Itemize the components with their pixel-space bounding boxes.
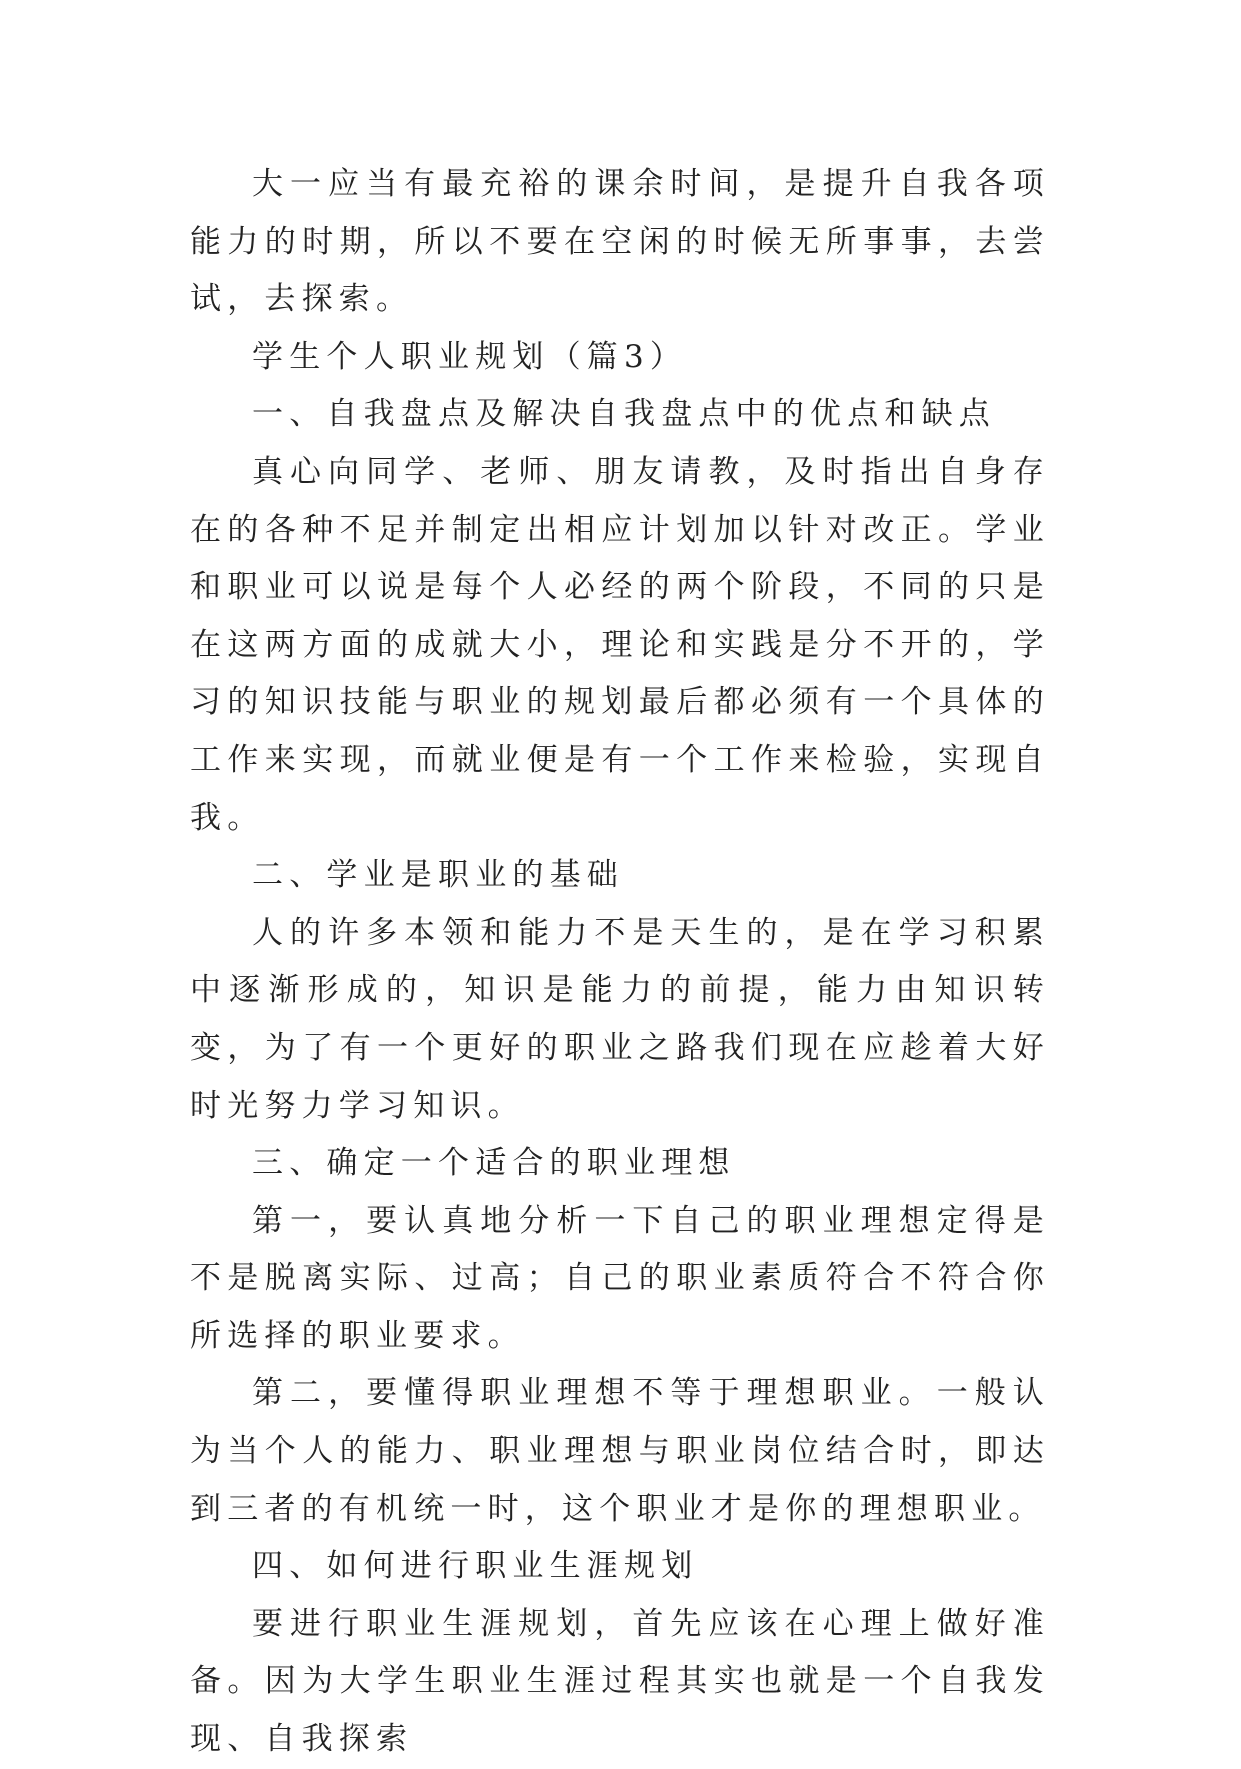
section-title: 学生个人职业规划（篇3） <box>252 338 688 375</box>
heading-career-planning: 四、如何进行职业生涯规划 <box>252 1548 699 1585</box>
paragraph-career-ideal-second: 第二，要懂得职业理想不等于理想职业。一般认为当个人的能力、职业理想与职业岗位结合时，即达到三者的有机统一时，这个职业才是你的理想职业。 <box>190 1375 1050 1527</box>
paragraph-career-planning: 要进行职业生涯规划，首先应该在心理上做好准备。因为大学生职业生涯过程其实也就是一个自我发现、自我探索 <box>190 1605 1050 1758</box>
heading-self-inventory: 一、自我盘点及解决自我盘点中的优点和缺点 <box>252 396 996 433</box>
heading-career-ideal: 三、确定一个适合的职业理想 <box>252 1145 736 1182</box>
paragraph-free-time: 大一应当有最充裕的课余时间，是提升自我各项能力的时期，所以不要在空闲的时候无所事事，去尝试，去探索。 <box>190 166 1050 318</box>
paragraph-self-inventory: 真心向同学、老师、朋友请教，及时指出自身存在的各种不足并制定出相应计划加以针对改正。学业和职业可以说是每个人必经的两个阶段，不同的只是在这两方面的成就大小，理论和实践是分不开的，学习的知识技能与职业的规划最后都必须有一个具体的工作来实现，而就业便是有一个工作来检验，实现自我。 <box>190 453 1050 836</box>
document-body <box>190 156 1050 1769</box>
heading-study-foundation: 二、学业是职业的基础 <box>252 857 624 894</box>
paragraph-career-ideal-first: 第一，要认真地分析一下自己的职业理想定得是不是脱离实际、过高；自己的职业素质符合不符合你所选择的职业要求。 <box>190 1202 1050 1354</box>
paragraph-study-foundation: 人的许多本领和能力不是天生的，是在学习积累中逐渐形成的，知识是能力的前提，能力由知识转变，为了有一个更好的职业之路我们现在应趁着大好时光努力学习知识。 <box>190 914 1050 1124</box>
